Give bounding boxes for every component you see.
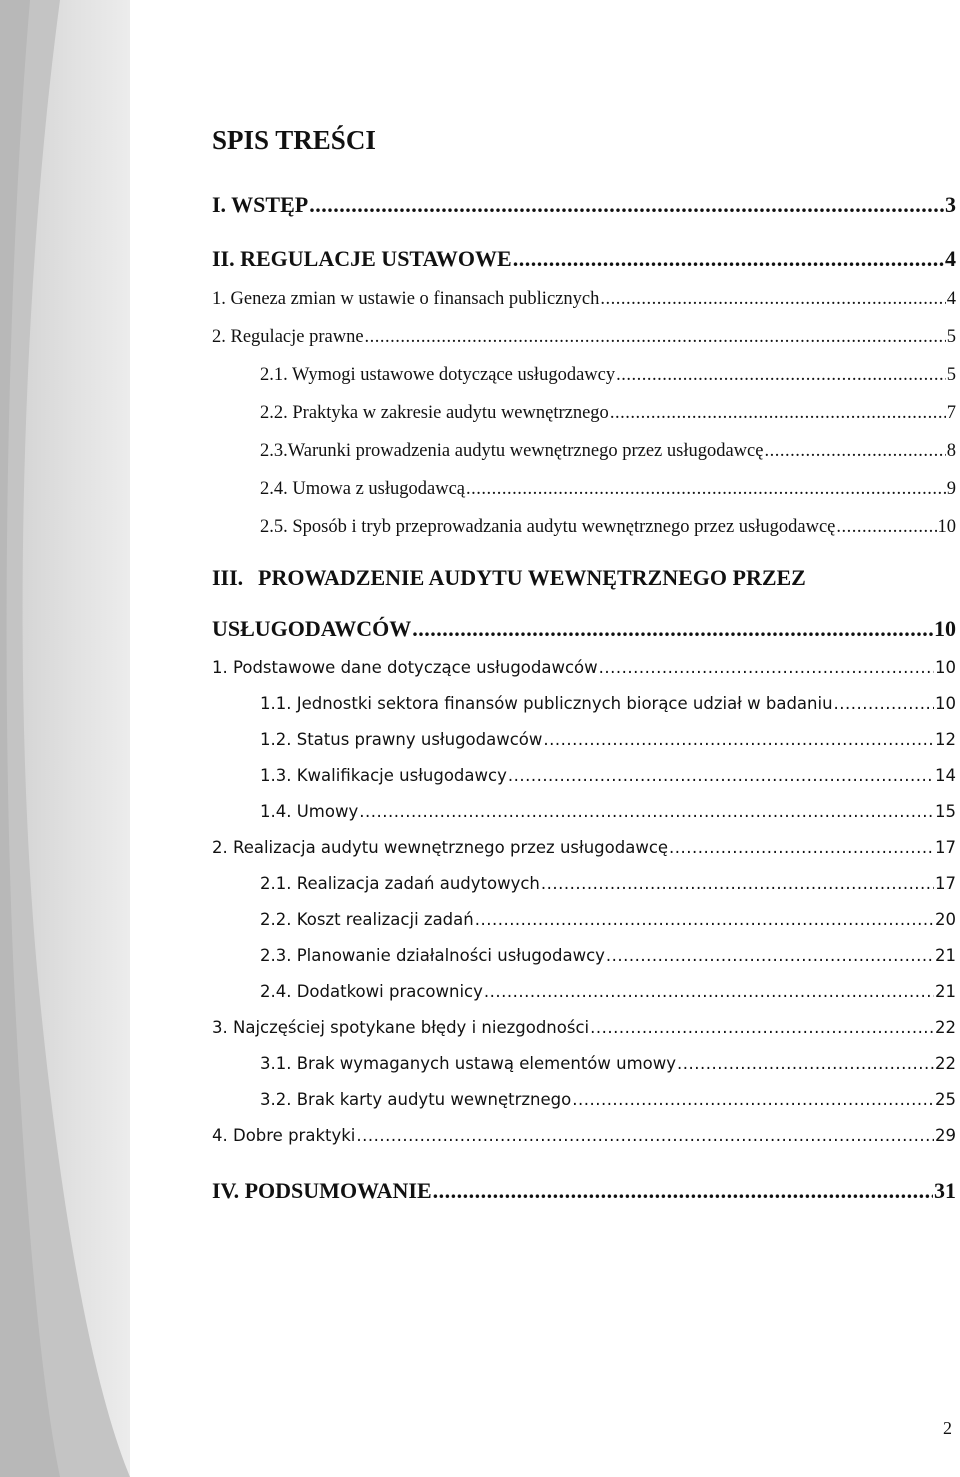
toc-entry-page: 15 [935, 802, 956, 821]
toc-entry-label: II. REGULACJE USTAWOWE [212, 246, 512, 271]
toc-entry-label: 1. Podstawowe dane dotyczące usługodawców [212, 658, 598, 677]
toc-entry[interactable] [212, 1118, 956, 1154]
toc-entry[interactable] [212, 608, 956, 650]
toc-leader-dots [572, 1082, 934, 1118]
toc-entry-label: 2.2. Praktyka w zakresie audytu wewnętrznego [260, 403, 609, 423]
toc-entry-page: 10 [934, 616, 956, 641]
toc-entry[interactable] [212, 184, 956, 226]
toc-entry-label: 1.3. Kwalifikacje usługodawcy [260, 766, 507, 785]
toc-entry-page: 10 [935, 658, 956, 677]
toc-entry-page: 3 [945, 192, 956, 217]
toc-entry[interactable] [212, 938, 956, 974]
toc-entry-label: 1. Geneza zmian w ustawie o finansach publicznych [212, 289, 600, 309]
toc-entry-page: 25 [935, 1090, 956, 1109]
toc-entry[interactable] [212, 470, 956, 508]
left-decorative-curve [0, 0, 130, 1477]
toc-entry-page: 12 [935, 730, 956, 749]
toc-entry[interactable] [212, 508, 956, 546]
toc-entry-page: 17 [935, 838, 956, 857]
toc-entry-page: 4 [945, 246, 956, 271]
toc-leader-dots [309, 184, 944, 226]
toc-leader-dots [508, 758, 934, 794]
toc-leader-dots [484, 974, 934, 1010]
toc-entry[interactable] [212, 650, 956, 686]
toc-entry[interactable] [212, 432, 956, 470]
toc-entry-label: 2.3. Planowanie działalności usługodawcy [260, 946, 605, 965]
toc-entry-label: 2. Regulacje prawne [212, 327, 364, 347]
toc-entry[interactable] [212, 356, 956, 394]
toc-entry[interactable] [212, 722, 956, 758]
toc-entry[interactable] [212, 318, 956, 356]
toc-chapter-heading[interactable] [212, 558, 956, 598]
toc-entry-label: USŁUGODAWCÓW [212, 616, 412, 641]
toc-entry-page: 14 [935, 766, 956, 785]
toc-entry-page: 7 [946, 403, 956, 423]
toc-entry-label: 2.3.Warunki prowadzenia audytu wewnętrznego przez usługodawcę [260, 441, 764, 461]
toc-entry-page: 8 [946, 441, 956, 461]
toc-leader-dots [365, 318, 946, 356]
toc-leader-dots [677, 1046, 934, 1082]
toc-entry[interactable] [212, 1010, 956, 1046]
toc-entry-label: 2.2. Koszt realizacji zadań [260, 910, 474, 929]
toc-entry[interactable] [212, 794, 956, 830]
toc-entry-label: 2.1. Wymogi ustawowe dotyczące usługodawcy [260, 365, 616, 385]
toc-entry-page: 22 [935, 1018, 956, 1037]
toc-entry-label: IV. PODSUMOWANIE [212, 1178, 432, 1203]
toc-leader-dots [513, 238, 944, 280]
toc-chapter-number: III. [212, 565, 244, 590]
toc-entry-page: 9 [946, 479, 956, 499]
page-number: 2 [943, 1418, 952, 1438]
toc-leader-dots [836, 508, 936, 546]
toc-leader-dots [616, 356, 946, 394]
toc-entry-label: 2.4. Dodatkowi pracownicy [260, 982, 483, 1001]
toc-leader-dots [412, 608, 933, 650]
toc-entry[interactable] [212, 1170, 956, 1212]
toc-entry-label: PROWADZENIE AUDYTU WEWNĘTRZNEGO PRZEZ [258, 565, 806, 590]
toc-entry-page: 21 [935, 982, 956, 1001]
toc-entry[interactable] [212, 974, 956, 1010]
toc-entry-page: 20 [935, 910, 956, 929]
toc-entry-label: 2. Realizacja audytu wewnętrznego przez usługodawcę [212, 838, 669, 857]
toc-entry[interactable] [212, 1082, 956, 1118]
toc-leader-dots [606, 938, 934, 974]
toc-entry-page: 10 [937, 517, 956, 537]
toc-leader-dots [466, 470, 946, 508]
toc-entry-page: 4 [946, 289, 956, 309]
toc-entry-page: 17 [935, 874, 956, 893]
toc-leader-dots [669, 830, 934, 866]
toc-entry[interactable] [212, 830, 956, 866]
toc-entry-label: 2.5. Sposób i tryb przeprowadzania audytu wewnętrznego przez usługodawcę [260, 517, 836, 537]
toc-leader-dots [541, 866, 934, 902]
toc-leader-dots [543, 722, 934, 758]
toc-entry-label: I. WSTĘP [212, 192, 309, 217]
toc-entry-page: 10 [935, 694, 956, 713]
toc-entry-label: 1.2. Status prawny usługodawców [260, 730, 543, 749]
toc-entry-label: 4. Dobre praktyki [212, 1126, 356, 1145]
toc-leader-dots [610, 394, 946, 432]
toc-leader-dots [475, 902, 934, 938]
toc-entry-page: 21 [935, 946, 956, 965]
toc-entry[interactable] [212, 686, 956, 722]
toc-entry-label: 2.1. Realizacja zadań audytowych [260, 874, 540, 893]
toc-leader-dots [433, 1170, 933, 1212]
toc-entry[interactable] [212, 238, 956, 280]
toc-entry-page: 5 [946, 365, 956, 385]
toc-leader-dots [599, 650, 934, 686]
toc-leader-dots [764, 432, 945, 470]
toc-entry[interactable] [212, 280, 956, 318]
toc-entry[interactable] [212, 1046, 956, 1082]
toc-leader-dots [590, 1010, 934, 1046]
toc-entry-label: 3. Najczęściej spotykane błędy i niezgodności [212, 1018, 590, 1037]
toc-leader-dots [600, 280, 945, 318]
toc-leader-dots [356, 1118, 934, 1154]
toc-title: SPIS TREŚCI [212, 125, 376, 155]
toc-entry-label: 1.1. Jednostki sektora finansów publicznych biorące udział w badaniu [260, 694, 833, 713]
toc-entry[interactable] [212, 902, 956, 938]
table-of-contents [212, 118, 956, 1212]
toc-entry-page: 5 [946, 327, 956, 347]
toc-entry-page: 29 [935, 1126, 956, 1145]
toc-entry[interactable] [212, 394, 956, 432]
toc-entry[interactable] [212, 758, 956, 794]
toc-leader-dots [359, 794, 934, 830]
toc-entry-page: 22 [935, 1054, 956, 1073]
toc-entry-label: 1.4. Umowy [260, 802, 359, 821]
toc-entry[interactable] [212, 866, 956, 902]
toc-leader-dots [834, 686, 934, 722]
toc-entry-page: 31 [934, 1178, 956, 1203]
toc-entry-label: 2.4. Umowa z usługodawcą [260, 479, 465, 499]
toc-entry-label: 3.1. Brak wymaganych ustawą elementów umowy [260, 1054, 677, 1073]
toc-entry-label: 3.2. Brak karty audytu wewnętrznego [260, 1090, 572, 1109]
